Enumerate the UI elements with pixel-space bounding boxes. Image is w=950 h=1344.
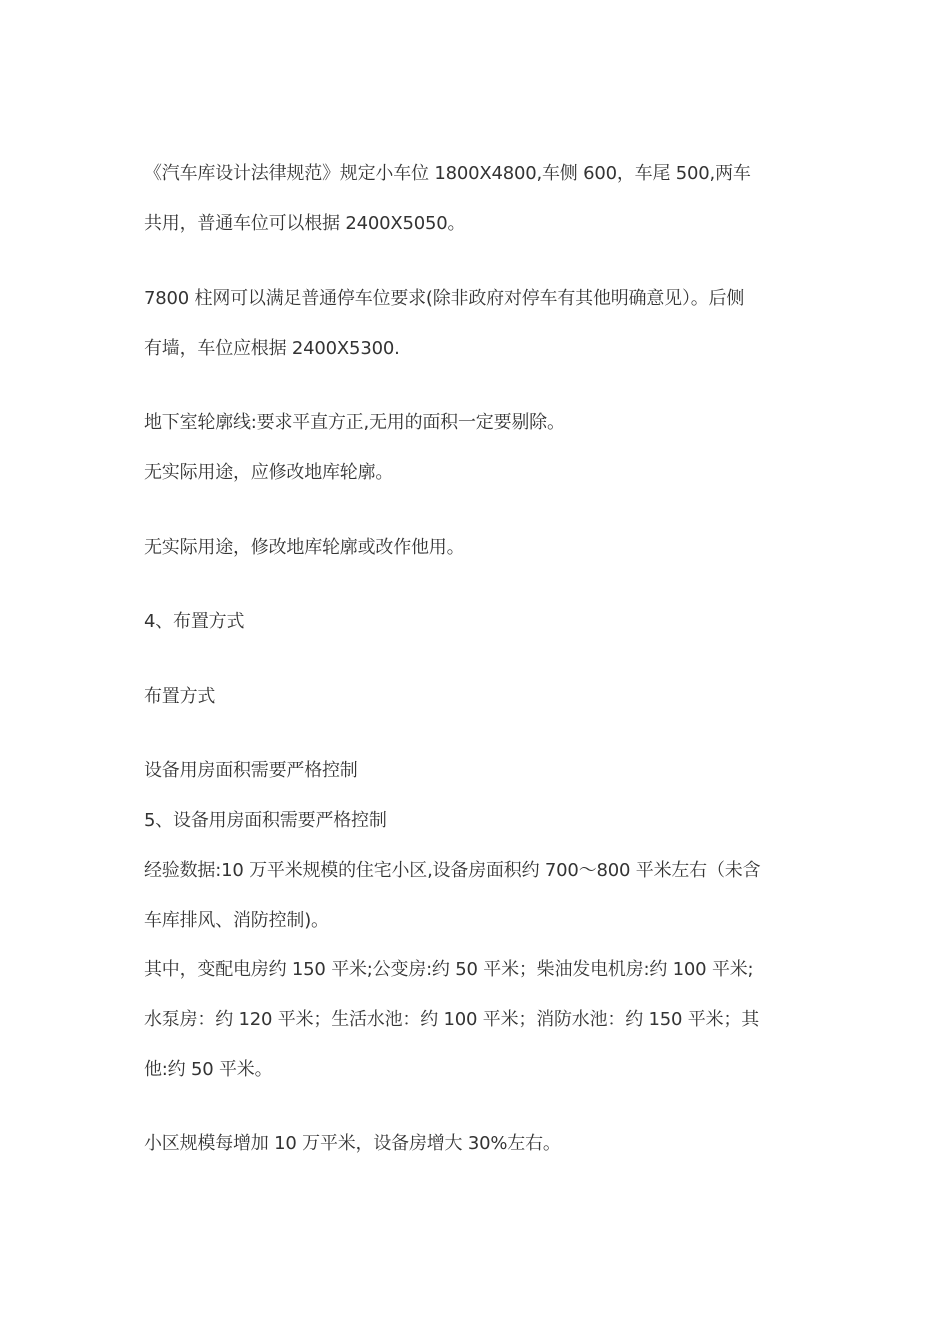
paragraph-line: 7800 柱网可以满足普通停车位要求(除非政府对停车有其他明确意见）。后侧 — [144, 288, 745, 309]
paragraph-line: 小区规模每增加 10 万平米，设备房增大 30%左右。 — [144, 1133, 561, 1154]
paragraph-line: 无实际用途，应修改地库轮廓。 — [144, 462, 394, 483]
paragraph-line: 地下室轮廓线:要求平直方正,无用的面积一定要剔除。 — [144, 412, 565, 433]
paragraph-line: 水泵房：约 120 平米；生活水池：约 100 平米；消防水池：约 150 平米；其 — [144, 1009, 759, 1030]
paragraph-line: 有墙，车位应根据 2400X5300. — [144, 338, 400, 359]
paragraph-line: 其中，变配电房约 150 平米;公变房:约 50 平米；柴油发电机房:约 100 平米; — [144, 959, 754, 980]
paragraph-line: 共用，普通车位可以根据 2400X5050。 — [144, 213, 466, 234]
caption-line: 设备用房面积需要严格控制 — [144, 760, 358, 781]
paragraph-line: 无实际用途，修改地库轮廓或改作他用。 — [144, 537, 465, 558]
paragraph-line: 他:约 50 平米。 — [144, 1059, 273, 1080]
paragraph-line: 车库排风、消防控制)。 — [144, 910, 329, 931]
caption-line: 布置方式 — [144, 686, 216, 707]
paragraph-line: 经验数据:10 万平米规模的住宅小区,设备房面积约 700～800 平米左右（未含 — [144, 860, 761, 881]
section-heading: 5、设备用房面积需要严格控制 — [144, 810, 387, 831]
paragraph-line: 《汽车库设计法律规范》规定小车位 1800X4800,车侧 600，车尾 500,两车 — [144, 163, 751, 184]
section-heading: 4、布置方式 — [144, 611, 245, 632]
